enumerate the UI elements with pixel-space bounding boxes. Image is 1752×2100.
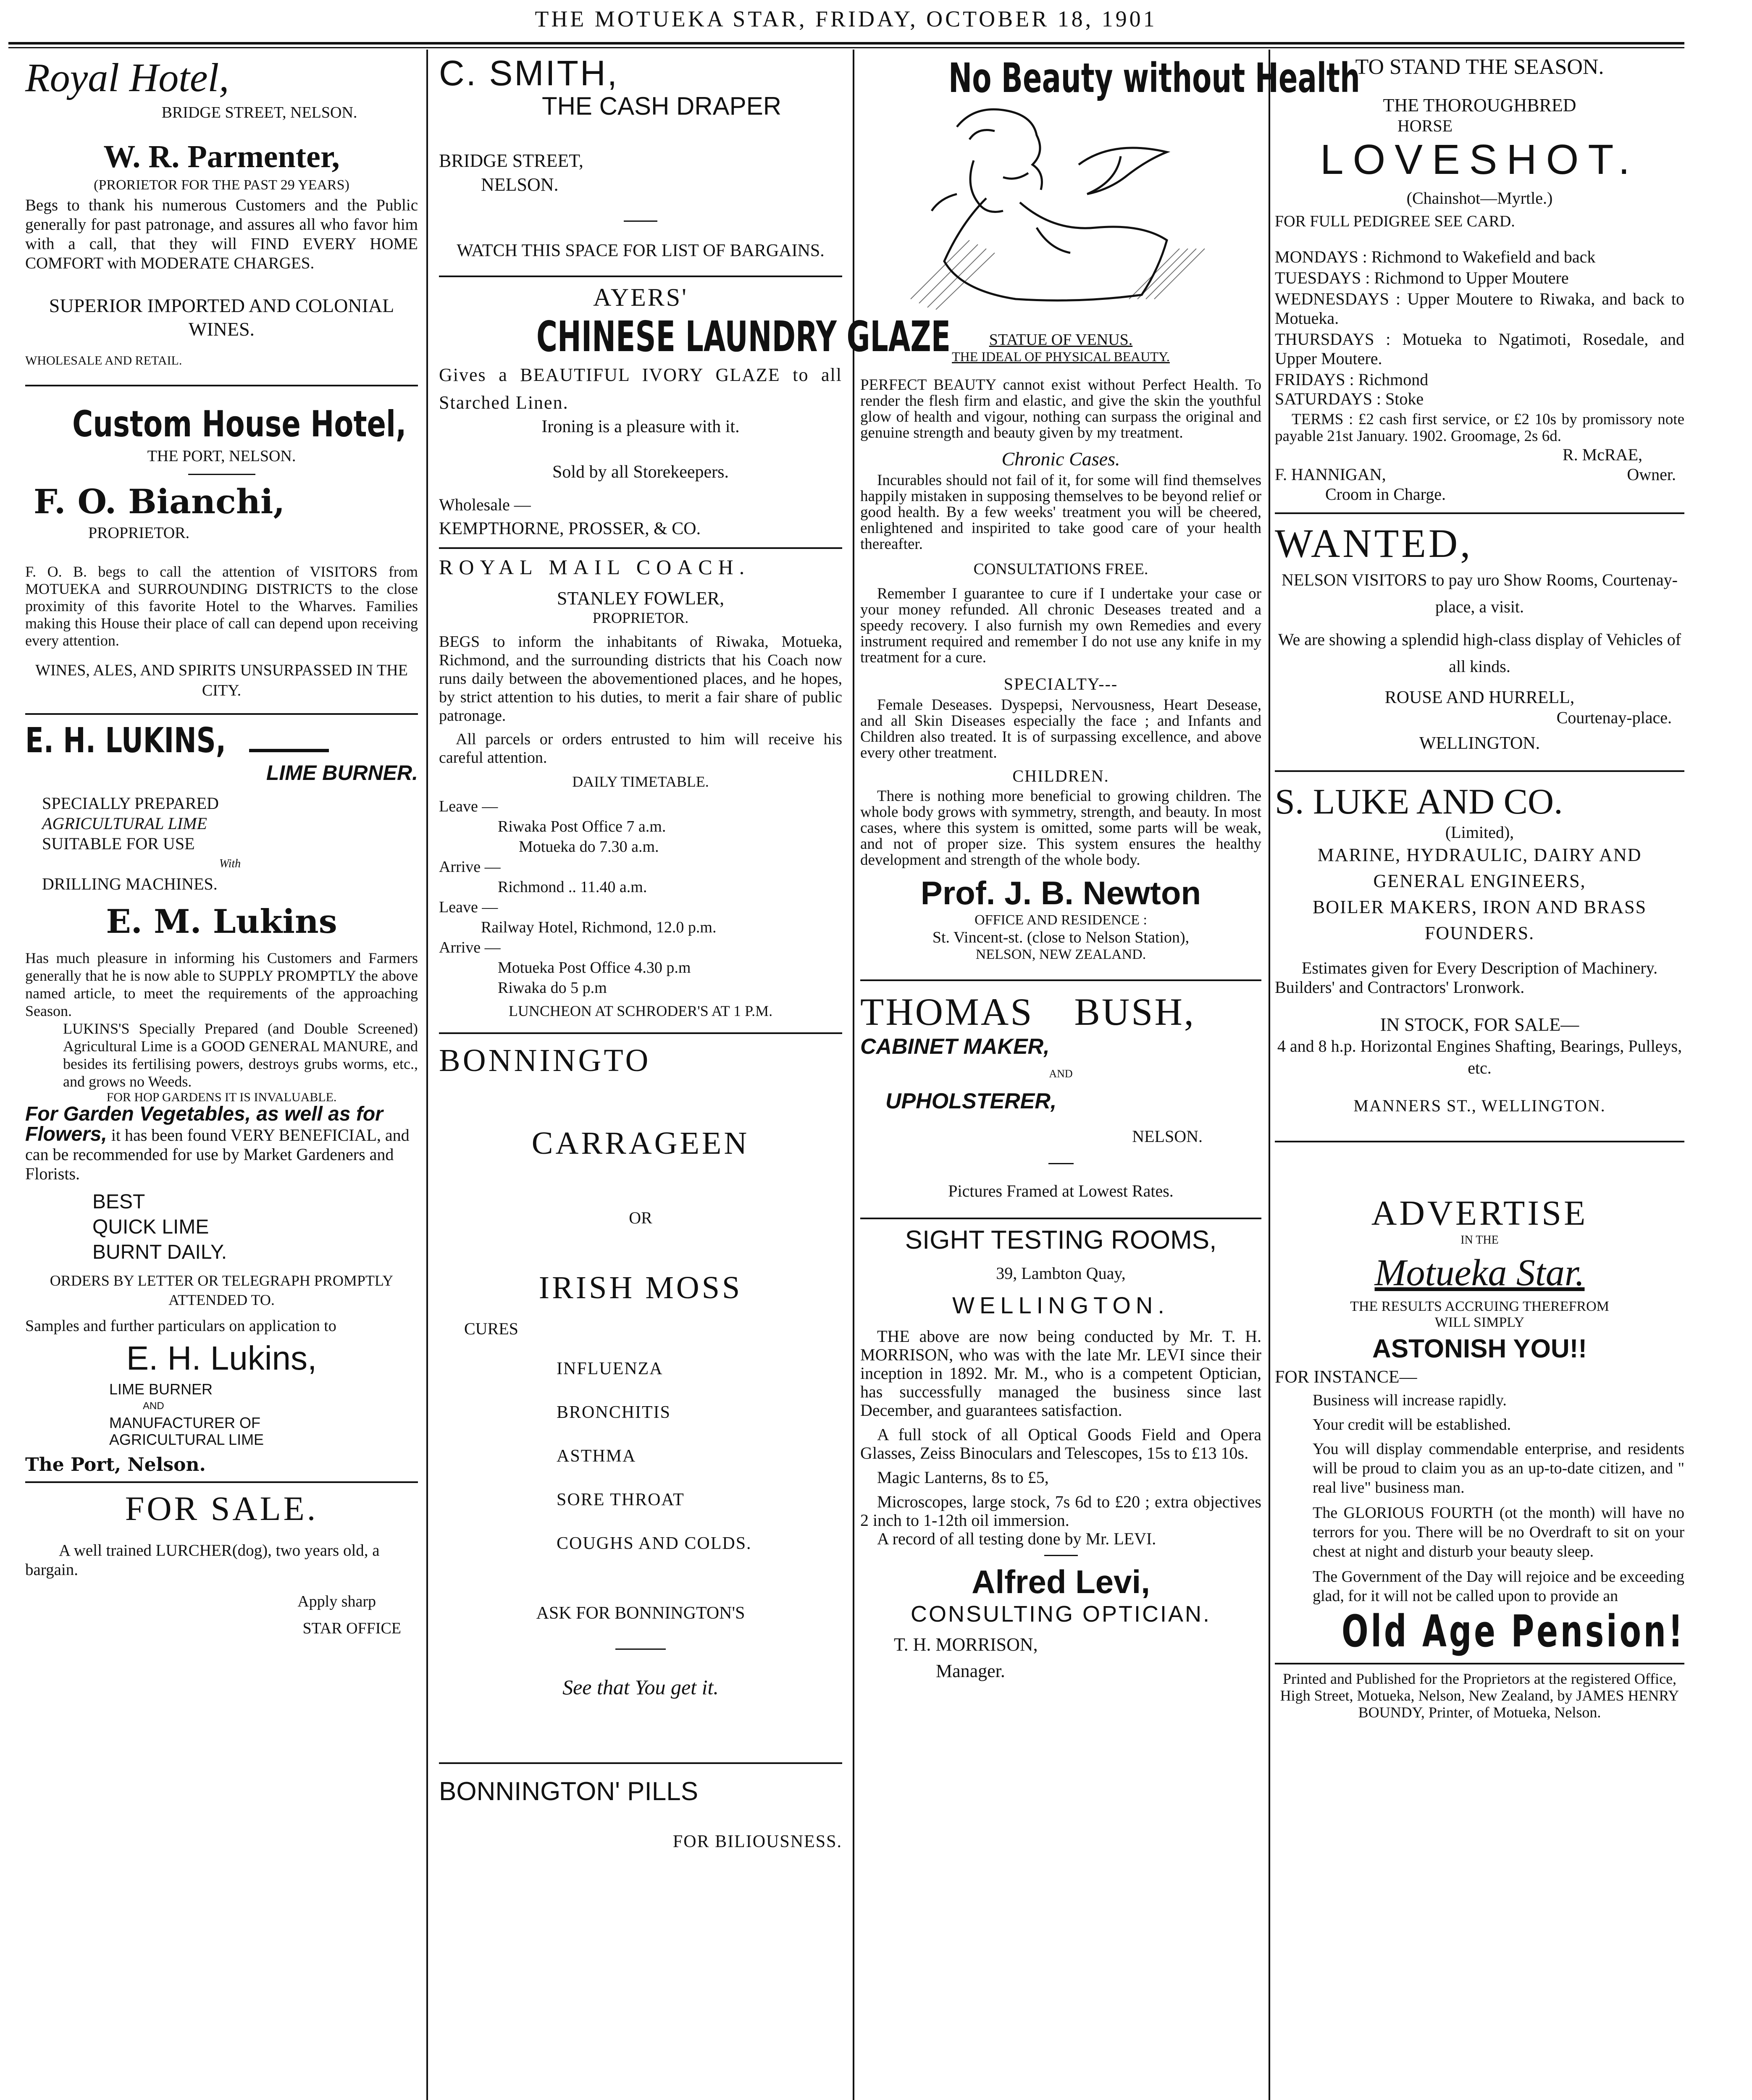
builders-ironwork: Builders' and Contractors' Lronwork. — [1275, 978, 1525, 997]
column-divider — [426, 50, 428, 2100]
port-nelson: The Port, Nelson. — [25, 1454, 206, 1475]
section-divider — [1275, 512, 1684, 514]
rouse-wellington: WELLINGTON. — [1419, 734, 1540, 753]
best-line: BURNT DAILY. — [92, 1241, 227, 1263]
printed-by: Printed and Published for the Proprietors at the registered Office, High Street, Motueka, Nelson, New Zealand, by JAMES HENRY BOUNDY, Printer, of Motueka, Nelson. — [1280, 1670, 1679, 1721]
schedule-row: THURSDAYS : Motueka to Ngatimoti, Rosedale, and Upper Moutere. — [1275, 330, 1684, 368]
cure-item: INFLUENZA — [557, 1359, 663, 1378]
children-body: There is nothing more beneficial to growing children. The whole body grows with symmetry, strength, and beauty. In most cases, where this system is omitted, some parts will be weak, and not of proper size. This system ensures the healthy development and strength of the whole body. — [860, 788, 1261, 869]
horse: HORSE — [1397, 116, 1453, 135]
address-line: LIME BURNER — [109, 1381, 213, 1398]
magic-lanterns: Magic Lanterns, 8s to £5, — [877, 1468, 1049, 1487]
loveshot-name: LOVESHOT. — [1320, 136, 1639, 183]
royal-hotel-title: Royal Hotel, — [25, 55, 229, 100]
section-divider — [25, 385, 418, 386]
astonish-you: ASTONISH YOU!! — [1372, 1334, 1587, 1363]
old-age-pension: Old Age Pension! — [1341, 1606, 1685, 1657]
results-text: THE RESULTS ACCRUING THEREFROM — [1350, 1299, 1609, 1314]
for-sale-body: A well trained LURCHER(dog), two years old, a bargain. — [25, 1541, 380, 1579]
courtenay-place: Courtenay-place. — [1556, 708, 1672, 727]
statue-caption: STATUE OF VENUS. — [989, 331, 1133, 349]
rouse-hurrell: ROUSE AND HURRELL, — [1384, 688, 1575, 707]
cash-draper: THE CASH DRAPER — [541, 92, 782, 120]
bonningto-heading: BONNINGTO — [439, 1043, 651, 1078]
ask-for-bonningtons: ASK FOR BONNINGTON'S — [536, 1604, 745, 1623]
pedigree-card: FOR FULL PEDIGREE SEE CARD. — [1275, 213, 1515, 230]
lime-burner-label: LIME BURNER. — [266, 761, 418, 785]
schedule-row: SATURDAYS : Stoke — [1275, 389, 1424, 408]
pictures-framed: Pictures Framed at Lowest Rates. — [948, 1181, 1174, 1200]
terms-text: TERMS : £2 cash first service, or £2 10s by promissory note payable 21st January. 1902. Groomage, 2s 6d. — [1275, 411, 1684, 445]
bianchi-name: F. O. Bianchi, — [34, 482, 285, 521]
address-line: AGRICULTURAL LIME — [109, 1431, 264, 1448]
parmenter-subtitle: (PRORIETOR FOR THE PAST 29 YEARS) — [94, 177, 349, 193]
thoroughbred: THE THOROUGHBRED — [1383, 95, 1576, 116]
address-line: AND — [143, 1400, 164, 1412]
watch-space: WATCH THIS SPACE FOR LIST OF BARGAINS. — [457, 241, 825, 260]
masthead: THE MOTUEKA STAR, FRIDAY, OCTOBER 18, 1901 — [535, 6, 1157, 32]
wholesale-label: Wholesale — — [439, 495, 531, 514]
for-biliousness: FOR BILIOUSNESS. — [672, 1832, 842, 1851]
column-divider — [1269, 50, 1270, 2100]
smith-nelson: NELSON. — [481, 174, 559, 195]
stand-season: TO STAND THE SEASON. — [1355, 55, 1604, 79]
luncheon: LUNCHEON AT SCHRODER'S AT 1 P.M. — [508, 1003, 773, 1019]
carrageen-heading: CARRAGEEN — [531, 1126, 750, 1161]
specialty-heading: SPECIALTY--- — [1003, 675, 1118, 693]
sold-text: Sold by all Storekeepers. — [552, 462, 729, 482]
marine-engineers: MARINE, HYDRAULIC, DAIRY AND GENERAL ENGINEERS, — [1317, 845, 1642, 891]
venus-illustration — [860, 102, 1261, 328]
visitors-text: NELSON VISITORS to pay uro Show Rooms, Courtenay-place, a visit. — [1282, 570, 1678, 616]
stanley-fowler: STANLEY FOWLER, — [557, 588, 725, 609]
vincent-street: St. Vincent-st. (close to Nelson Station), — [932, 929, 1190, 946]
estimates-text: Estimates given for Every Description of Machinery. — [1301, 958, 1658, 977]
no-beauty-heading: No Beauty without Health — [948, 55, 1360, 102]
wines-text: SUPERIOR IMPORTED AND COLONIAL WINES. — [49, 295, 394, 340]
lukins-heading: E. H. LUKINS, — [25, 721, 226, 761]
masthead-rule — [8, 42, 1684, 45]
ornament-divider — [1048, 1163, 1074, 1164]
kempthorne: KEMPTHORNE, PROSSER, & CO. — [439, 519, 701, 538]
schedule-row: FRIDAYS : Richmond — [1275, 370, 1429, 389]
lime-line: With — [219, 857, 241, 870]
manners-street: MANNERS ST., WELLINGTON. — [1353, 1096, 1606, 1115]
custom-house-title: Custom House Hotel, — [72, 403, 407, 445]
cures-text: CURES — [464, 1319, 518, 1338]
orders-text: ORDERS BY LETTER OR TELEGRAPH PROMPTLY ATTENDED TO. — [50, 1272, 394, 1308]
mcrae-name: R. McRAE, — [1563, 445, 1642, 464]
benefit-item: The GLORIOUS FOURTH (ot the month) will have no terrors for you. There will be no Overdraft to sit on your chest at night and disturb your beauty sleep. — [1313, 1504, 1684, 1560]
cure-item: BRONCHITIS — [557, 1403, 671, 1422]
showing-text: We are showing a splendid high-class display of Vehicles of all kinds. — [1278, 630, 1681, 676]
daily-timetable: DAILY TIMETABLE. — [572, 773, 709, 790]
schedule-row: WEDNESDAYS : Upper Moutere to Riwaka, and back to Motueka. — [1275, 289, 1684, 328]
timetable-row: Leave — — [439, 898, 498, 916]
hannigan-name: F. HANNIGAN, — [1275, 465, 1386, 484]
in-the: IN THE — [1460, 1234, 1499, 1247]
ayers-heading: AYERS' — [593, 284, 688, 311]
lime-line: DRILLING MACHINES. — [42, 874, 218, 893]
column-2 — [439, 53, 951, 2100]
column-4 — [1275, 55, 1684, 2100]
masthead-rule-thin — [8, 47, 1684, 48]
garden-rest: it has been found VERY BENEFICIAL, and can be recommended for use by Market Gardeners and Florists. — [25, 1126, 410, 1183]
fowler-proprietor: PROPRIETOR. — [592, 609, 689, 626]
in-stock: IN STOCK, FOR SALE— — [1380, 1014, 1579, 1035]
star-office: STAR OFFICE — [302, 1620, 401, 1637]
pen-icon — [249, 749, 329, 752]
chronic-body: Incurables should not fail of it, for some will find themselves happily mistaken in supposing themselves to be beyond relief or good health. By a few weeks' treatment you will be cheered, enlightened and inspirited to take good care of your health thereafter. — [860, 472, 1261, 553]
benefit-item: Your credit will be established. — [1313, 1416, 1511, 1433]
consult-body: Remember I guarantee to cure if I undertake your case or your money refunded. All chronic Deseases treated and a speedy recovery. I also furnish my own Remedies and every instrument required and remember I do not use any knife in my treatment for a cure. — [860, 585, 1261, 666]
ornament-divider — [188, 474, 255, 475]
thomas-bush: THOMAS BUSH, — [860, 990, 1195, 1033]
bianchi-role: PROPRIETOR. — [88, 524, 190, 542]
custom-house-address: THE PORT, NELSON. — [147, 447, 296, 465]
simply-text: WILL SIMPLY — [1434, 1315, 1525, 1330]
laundry-glaze-title: CHINESE LAUNDRY GLAZE — [536, 312, 951, 361]
specialty-body: Female Deseases. Dyspepsi, Nervousness, Heart Desease, and all Skin Diseases especially the face ; and Infants and Children also treated. It is of surpassing excellence, and above every other treatment. — [860, 696, 1261, 761]
ornament-divider — [624, 220, 657, 222]
or-text: OR — [629, 1208, 652, 1227]
garden-vegetables: For Garden Vegetables, as well as for Flowers, — [25, 1103, 383, 1145]
luke-co-heading: S. LUKE AND CO. — [1275, 781, 1563, 822]
apply-sharp: Apply sharp — [297, 1593, 376, 1610]
address-line: MANUFACTURER OF — [109, 1414, 260, 1431]
groom-in-charge: Croom in Charge. — [1325, 485, 1446, 504]
irish-moss-heading: IRISH MOSS — [538, 1270, 743, 1305]
nelson-nz: NELSON, NEW ZEALAND. — [975, 947, 1146, 962]
section-divider — [25, 1481, 418, 1483]
owner-label: Owner. — [1627, 465, 1676, 484]
lukins-body: Has much pleasure in informing his Customers and Farmers generally that he is now able to SUPPLY PROMPTLY the above named article, to meet the requirements of the approaching Season. — [25, 950, 418, 1019]
lime-line: SUITABLE FOR USE — [42, 834, 195, 853]
section-divider — [439, 547, 842, 549]
cure-item: COUGHS AND COLDS. — [557, 1534, 752, 1553]
benefit-item: The Government of the Day will rejoice and be exceeding glad, for it will not be called upon to provide an — [1313, 1568, 1684, 1605]
ornament-divider — [615, 1648, 666, 1650]
advertise-heading: ADVERTISE — [1371, 1194, 1588, 1233]
perfect-beauty-body: PERFECT BEAUTY cannot exist without Perfect Health. To render the flesh firm and elastic, and give the skin the youthful glow of health and vigour, nothing can surpass the original and genuine strength and beauty given by my treatment. — [860, 376, 1261, 441]
schedule-row: MONDAYS : Richmond to Wakefield and back — [1275, 247, 1596, 266]
section-divider — [860, 1218, 1261, 1219]
see-that-you-get-it: See that You get it. — [562, 1675, 719, 1699]
section-divider — [25, 713, 418, 715]
section-divider — [439, 276, 842, 277]
wanted-heading: WANTED, — [1275, 521, 1473, 566]
loveshot-pedigree-line: (Chainshot—Myrtle.) — [1406, 189, 1553, 207]
newton-name: Prof. J. B. Newton — [920, 874, 1201, 911]
hop-gardens: FOR HOP GARDENS IT IS INVALUABLE. — [106, 1090, 337, 1104]
sight-wellington: WELLINGTON. — [952, 1292, 1169, 1318]
bush-nelson: NELSON. — [1132, 1127, 1203, 1146]
timetable-row: Leave — — [439, 798, 498, 815]
and-text: AND — [1049, 1068, 1073, 1080]
engines-text: 4 and 8 h.p. Horizontal Engines Shafting, Bearings, Pulleys, etc. — [1277, 1037, 1682, 1077]
timetable-row: Railway Hotel, Richmond, 12.0 p.m. — [481, 919, 717, 936]
timetable-row: Arrive — — [439, 939, 501, 956]
section-divider — [439, 1762, 842, 1764]
em-lukins-name: E. M. Lukins — [106, 903, 337, 941]
motueka-star-logo: Motueka Star. — [1374, 1252, 1585, 1294]
parmenter-name: W. R. Parmenter, — [103, 139, 340, 174]
royal-mail-coach: ROYAL MAIL COACH. — [439, 555, 751, 579]
ideal-caption: THE IDEAL OF PHYSICAL BEAUTY. — [952, 349, 1170, 364]
optical-stock: A full stock of all Optical Goods Field and Opera Glasses, Zeiss Binoculars and Telescopes, 15s to £13 10s. — [860, 1425, 1261, 1462]
benefit-item: You will display commendable enterprise, and residents will be proud to claim you as an up-to-date citizen, and " real live" business man. — [1313, 1440, 1684, 1496]
microscopes: Microscopes, large stock, 7s 6d to £20 ; extra objectives 2 inch to 1-12th oil immersion. — [860, 1492, 1261, 1530]
consultations-free: CONSULTATIONS FREE. — [973, 560, 1148, 578]
coach-body: BEGS to inform the inhabitants of Riwaka, Motueka, Richmond, and the surrounding districts that his Coach now runs daily between the abovementioned places, and he hopes, by strict attention to his duties, to merit a fair share of public patronage. — [439, 633, 842, 724]
parmenter-body: Begs to thank his numerous Customers and the Public generally for past patronage, and assures all who favor him with a call, that they will FIND EVERY HOME COMFORT with MODERATE CHARGES. — [25, 196, 418, 272]
consulting-optician: CONSULTING OPTICIAN. — [910, 1601, 1211, 1627]
luke-limited: (Limited), — [1445, 823, 1514, 842]
column-1 — [25, 55, 418, 2100]
eh-lukins-name: E. H. Lukins, — [126, 1339, 317, 1377]
timetable-row: Riwaka Post Office 7 a.m. — [498, 818, 666, 835]
lime-line: SPECIALLY PREPARED — [42, 794, 219, 813]
testing-record: A record of all testing done by Mr. LEVI. — [877, 1529, 1156, 1548]
cure-item: ASTHMA — [557, 1446, 636, 1466]
timetable-row: Arrive — — [439, 858, 501, 876]
schedule-row: TUESDAYS : Richmond to Upper Moutere — [1275, 268, 1569, 287]
alfred-levi: Alfred Levi, — [972, 1563, 1150, 1600]
upholsterer: UPHOLSTERER, — [885, 1089, 1057, 1113]
section-divider — [1275, 770, 1684, 772]
timetable-row: Motueka do 7.30 a.m. — [519, 838, 659, 856]
smith-name: C. SMITH, — [439, 53, 619, 93]
cure-item: SORE THROAT — [557, 1490, 685, 1509]
for-sale-heading: FOR SALE. — [125, 1489, 318, 1528]
royal-hotel-address: BRIDGE STREET, NELSON. — [161, 104, 357, 121]
morrison-manager: Manager. — [936, 1661, 1005, 1681]
ironing-text: Ironing is a pleasure with it. — [541, 417, 740, 436]
best-line: BEST — [92, 1191, 145, 1213]
children-heading: CHILDREN. — [1012, 766, 1109, 785]
section-divider — [1275, 1663, 1684, 1664]
custom-house-body: F. O. B. begs to call the attention of VISITORS from MOTUEKA and SURROUNDING DISTRICTS to the close proximity of this favorite Hotel to the Wharves. Families making this House their place of call can depend upon receiving every attention. — [25, 563, 418, 649]
timetable-row: Riwaka do 5 p.m — [498, 979, 607, 997]
timetable-row: Richmond .. 11.40 a.m. — [498, 878, 647, 896]
section-divider — [439, 1032, 842, 1034]
boiler-makers: BOILER MAKERS, IRON AND BRASS FOUNDERS. — [1312, 897, 1647, 943]
wholesale-text: WHOLESALE AND RETAIL. — [25, 354, 182, 368]
ornament-divider — [1044, 1555, 1078, 1556]
lime-line: AGRICULTURAL LIME — [42, 814, 207, 833]
parcels-text: All parcels or orders entrusted to him will receive his careful attention. — [439, 730, 842, 766]
best-line: QUICK LIME — [92, 1216, 209, 1238]
chronic-cases: Chronic Cases. — [1001, 448, 1120, 470]
bonnington-pills: BONNINGTON' PILLS — [439, 1777, 699, 1806]
cabinet-maker: CABINET MAKER, — [860, 1034, 1050, 1059]
glaze-body: Gives a BEAUTIFUL IVORY GLAZE to all Starched Linen. — [439, 365, 842, 413]
morrison-name: T. H. MORRISON, — [894, 1634, 1038, 1655]
lambton-quay: 39, Lambton Quay, — [996, 1264, 1126, 1283]
samples-text: Samples and further particulars on application to — [25, 1317, 336, 1335]
section-divider — [860, 979, 1261, 981]
sight-testing: SIGHT TESTING ROOMS, — [905, 1226, 1217, 1255]
lukins-body-2: LUKINS'S Specially Prepared (and Double Screened) Agricultural Lime is a GOOD GENERAL MANURE, and besides its fertilising powers, destroys grubs worms, etc., and grows no Weeds. — [63, 1020, 418, 1090]
section-divider — [1275, 1141, 1684, 1142]
for-instance: FOR INSTANCE— — [1275, 1368, 1417, 1387]
sight-body: THE above are now being conducted by Mr. T. H. MORRISON, who was with the late Mr. LEVI since their inception in 1892. Mr. M., who is a competent Optician, has successfully managed the business since last December, and guarantees satisfaction. — [860, 1327, 1261, 1420]
bridge-street: BRIDGE STREET, — [439, 150, 583, 171]
custom-house-wines: WINES, ALES, AND SPIRITS UNSURPASSED IN THE CITY. — [35, 662, 408, 699]
timetable-row: Motueka Post Office 4.30 p.m — [498, 959, 691, 976]
benefit-item: Business will increase rapidly. — [1313, 1391, 1507, 1409]
office-residence: OFFICE AND RESIDENCE : — [975, 912, 1147, 928]
